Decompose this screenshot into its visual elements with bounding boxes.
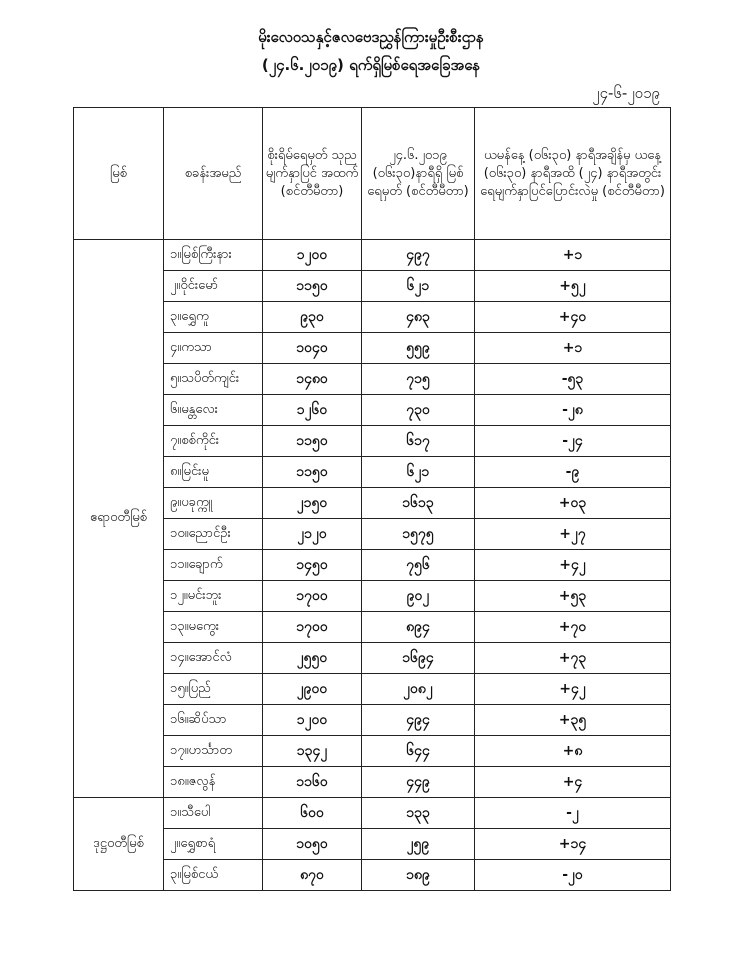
table-row: [74, 736, 671, 767]
danger-level: ၁၇၀၀: [263, 612, 362, 643]
level-change: -၂၄: [475, 426, 671, 457]
title-line-1: မိုးလေဝသနှင့်ဇလဗေဒညွှန်ကြားမှုဦးစီးဌာန: [258, 28, 484, 46]
station-name: ၁၅။ပြည်: [164, 674, 263, 705]
level-change: +၄၂: [475, 674, 671, 705]
header-current-level: ၂၄.၆.၂၀၁၉ (၀၆း၃၀)နာရီရှိ မြစ်ရေမှတ် (စင်တီမီတာ): [362, 108, 475, 240]
station-name: ၇။စစ်ကိုင်း: [164, 426, 263, 457]
level-change: +၄၀: [475, 302, 671, 333]
current-level: ၇၁၅: [362, 364, 475, 395]
station-name: ၁၀။ညောင်ဦး: [164, 519, 263, 550]
table-row: [74, 333, 671, 364]
table-row: [74, 271, 671, 302]
level-change: -၂: [475, 798, 671, 829]
station-name: ၈။မြင်းမူ: [164, 457, 263, 488]
station-name: ၁၈။ဇလွန်: [164, 767, 263, 798]
danger-level: ၁၂၀၀: [263, 705, 362, 736]
danger-level: ၁၃၄၂: [263, 736, 362, 767]
current-level: ၄၄၉: [362, 767, 475, 798]
danger-level: ၈၇၀: [263, 860, 362, 891]
level-change: +၈: [475, 736, 671, 767]
current-level: ၁၆၉၄: [362, 643, 475, 674]
table-row: [74, 674, 671, 705]
danger-level: ၁၄၈၀: [263, 364, 362, 395]
level-change: +၁: [475, 333, 671, 364]
danger-level: ၆၀၀: [263, 798, 362, 829]
danger-level: ၁၁၅၀: [263, 271, 362, 302]
danger-level: ၁၂၀၀: [263, 240, 362, 271]
station-name: ၉။ပခုက္ကူ: [164, 488, 263, 519]
station-name: ၃။ရွှေကူ: [164, 302, 263, 333]
station-name: ၁၇။ဟင်္သာတ: [164, 736, 263, 767]
table-row: [74, 240, 671, 271]
table-row: [74, 550, 671, 581]
title-line-2: (၂၄.၆.၂၀၁၉) ရက်ရှိမြစ်ရေအခြေအနေ: [261, 56, 481, 74]
table-row: [74, 302, 671, 333]
danger-level: ၉၃၀: [263, 302, 362, 333]
current-level: ၅၅၉: [362, 333, 475, 364]
current-level: ၆၂၁: [362, 271, 475, 302]
danger-level: ၁၀၅၀: [263, 829, 362, 860]
table-row: [74, 426, 671, 457]
current-level: ၁၅၇၅: [362, 519, 475, 550]
station-name: ၁။သီပေါ: [164, 798, 263, 829]
river-level-table: [73, 107, 671, 891]
danger-level: ၁၀၄၀: [263, 333, 362, 364]
table-row: [74, 519, 671, 550]
table-row: [74, 860, 671, 891]
station-name: ၅။သပိတ်ကျင်း: [164, 364, 263, 395]
danger-level: ၁၁၅၀: [263, 426, 362, 457]
current-level: ၉၀၂: [362, 581, 475, 612]
station-name: ၆။မန္တလေး: [164, 395, 263, 426]
level-change: +၄: [475, 767, 671, 798]
level-change: +၅၂: [475, 271, 671, 302]
station-name: ၁။မြစ်ကြီးနား: [164, 240, 263, 271]
level-change: -၂၀: [475, 860, 671, 891]
current-level: ၂၀၈၂: [362, 674, 475, 705]
river-name: ဧရာဝတီမြစ်: [74, 240, 164, 798]
table-row: [74, 643, 671, 674]
level-change: +၂၇: [475, 519, 671, 550]
header-row: [74, 108, 671, 240]
header-change: ယမန်နေ့ (၀၆း၃၀) နာရီအချိန်မှ ယနေ့ (၀၆း၃၀) နာရီအထိ (၂၄) နာရီအတွင်း ရေမျက်နှာပြင်ပြောင်းလဲမှု (စင်တီမီတာ): [475, 108, 671, 240]
current-level: ၇၃၀: [362, 395, 475, 426]
station-name: ၃။မြစ်ငယ်: [164, 860, 263, 891]
current-level: ၄၉၇: [362, 240, 475, 271]
current-level: ၂၅၉: [362, 829, 475, 860]
danger-level: ၁၁၅၀: [263, 457, 362, 488]
station-name: ၂။ဝိုင်းမော်: [164, 271, 263, 302]
station-name: ၄။ကသာ: [164, 333, 263, 364]
station-name: ၁၆။ဆိပ်သာ: [164, 705, 263, 736]
level-change: +၅၃: [475, 581, 671, 612]
header-river: မြစ်: [74, 108, 164, 240]
current-level: ၈၉၄: [362, 612, 475, 643]
level-change: -၅၃: [475, 364, 671, 395]
table-row: [74, 612, 671, 643]
current-level: ၁၈၉: [362, 860, 475, 891]
table-row: [74, 457, 671, 488]
level-change: +၀၃: [475, 488, 671, 519]
station-name: ၁၃။မကွေး: [164, 612, 263, 643]
current-level: ၇၅၆: [362, 550, 475, 581]
table-row: [74, 705, 671, 736]
danger-level: ၂၁၂၀: [263, 519, 362, 550]
current-level: ၆၄၄: [362, 736, 475, 767]
table-row: [74, 829, 671, 860]
current-level: ၁၆၁၃: [362, 488, 475, 519]
table-row: [74, 395, 671, 426]
level-change: +၄၂: [475, 550, 671, 581]
current-level: ၄၉၄: [362, 705, 475, 736]
level-change: +၇၃: [475, 643, 671, 674]
level-change: -၉: [475, 457, 671, 488]
header-station: စခန်းအမည်: [164, 108, 263, 240]
station-name: ၂။ရွှေစာရံ: [164, 829, 263, 860]
station-name: ၁၁။ချောက်: [164, 550, 263, 581]
danger-level: ၁၂၆၀: [263, 395, 362, 426]
danger-level: ၂၅၅၀: [263, 643, 362, 674]
table-row: [74, 581, 671, 612]
current-level: ၄၈၃: [362, 302, 475, 333]
current-level: ၆၂၁: [362, 457, 475, 488]
level-change: +၇၀: [475, 612, 671, 643]
danger-level: ၁၄၅၀: [263, 550, 362, 581]
level-change: +၁၄: [475, 829, 671, 860]
table-row: [74, 798, 671, 829]
current-level: ၆၁၇: [362, 426, 475, 457]
level-change: -၂၈: [475, 395, 671, 426]
table-row: [74, 488, 671, 519]
level-change: +၃၅: [475, 705, 671, 736]
danger-level: ၁၇၀၀: [263, 581, 362, 612]
table-row: [74, 364, 671, 395]
danger-level: ၂၉၀၀: [263, 674, 362, 705]
station-name: ၁၂။မင်းဘူး: [164, 581, 263, 612]
danger-level: ၂၁၅၀: [263, 488, 362, 519]
river-name: ဒုဋ္ဌဝတီမြစ်: [74, 798, 164, 891]
danger-level: ၁၁၆၀: [263, 767, 362, 798]
table-body: [74, 240, 671, 891]
current-level: ၁၃၃: [362, 798, 475, 829]
station-name: ၁၄။အောင်လံ: [164, 643, 263, 674]
level-change: +၁: [475, 240, 671, 271]
header-danger-level: စိုးရိမ်ရေမှတ် သုည မျက်နှာပြင် အထက် (စင်တီမီတာ): [263, 108, 362, 240]
report-date: ၂၄-၆-၂၀၁၉: [592, 84, 660, 102]
table-row: [74, 767, 671, 798]
